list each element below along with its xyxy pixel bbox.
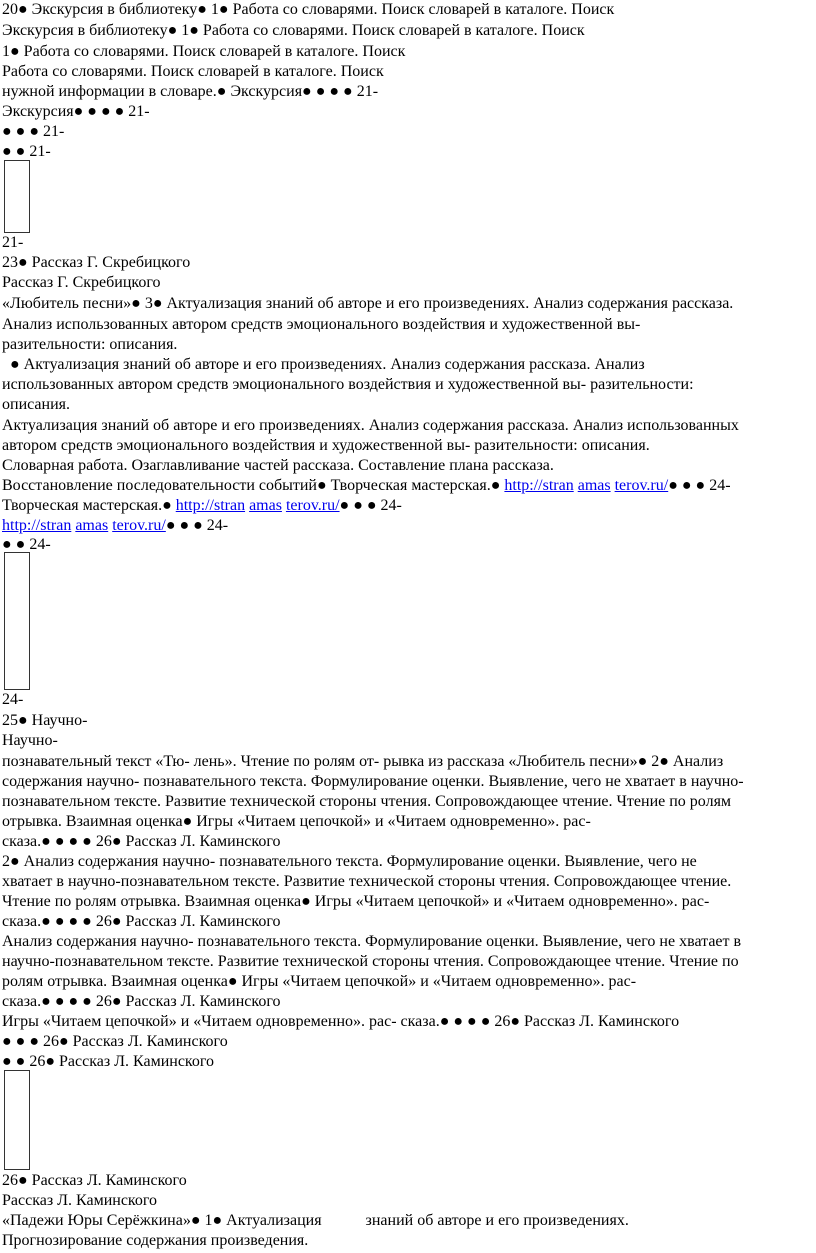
text-segment: «Падежи Юры Серёжкина»● 1● Актуализация bbox=[2, 1212, 322, 1229]
text-line: Прогнозирование содержания произведения. bbox=[2, 1232, 309, 1249]
text-line: ● ● ● 26● Рассказ Л. Каминского bbox=[2, 1033, 228, 1050]
text-line: ролям отрывка. Взаимная оценка● Игры «Читаем цепочкой» и «Читаем одновременно». рас- bbox=[2, 973, 637, 990]
text-line: сказа.● ● ● ● 26● Рассказ Л. Каминского bbox=[2, 913, 281, 930]
text-line: Анализ использованных автором средств эмоционального воздействия и художественной вы- bbox=[2, 316, 641, 333]
text-line: ● ● 21- bbox=[2, 143, 51, 160]
text-line: Экскурсия в библиотеку● 1● Работа со словарями. Поиск словарей в каталоге. Поиск bbox=[2, 22, 585, 39]
text-line: использованных автором средств эмоционального воздействия и художественной вы- разительности: bbox=[2, 376, 694, 393]
text-line: сказа.● ● ● ● 26● Рассказ Л. Каминского bbox=[2, 993, 281, 1010]
text-line: Рассказ Г. Скребицкого bbox=[2, 274, 161, 291]
text-segment: знаний об авторе и его произведениях. bbox=[365, 1212, 629, 1229]
text-line: 2● Анализ содержания научно- познавательного текста. Формулирование оценки. Выявление, чего не bbox=[2, 853, 697, 870]
empty-box bbox=[4, 552, 30, 690]
text-segment: ● ● ● 24- bbox=[339, 497, 402, 514]
text-line: 24- bbox=[2, 691, 24, 708]
text-line: Чтение по ролям отрывка. Взаимная оценка● Игры «Читаем цепочкой» и «Читаем одновременно». рас- bbox=[2, 893, 710, 910]
text-line: ● ● 24- bbox=[2, 536, 51, 553]
text-line: 23● Рассказ Г. Скребицкого bbox=[2, 254, 191, 271]
text-line: научно-познавательном тексте. Развитие технической стороны чтения. Сопровождающее чтение. Чтение по bbox=[2, 953, 739, 970]
text-segment: ● ● ● 24- bbox=[668, 477, 731, 494]
text-line: 21- bbox=[2, 234, 24, 251]
link-stran[interactable]: http://stran bbox=[2, 517, 72, 534]
text-line: Анализ содержания научно- познавательного текста. Формулирование оценки. Выявление, чего не хватает в bbox=[2, 933, 742, 950]
text-line: 25● Научно- bbox=[2, 712, 88, 729]
link-amas[interactable]: amas bbox=[249, 497, 282, 514]
text-line: Работа со словарями. Поиск словарей в каталоге. Поиск bbox=[2, 63, 384, 80]
text-line: Актуализация знаний об авторе и его произведениях. Анализ содержания рассказа. Анализ использованных bbox=[2, 417, 739, 434]
link-stran[interactable]: http://stran bbox=[504, 477, 574, 494]
text-line: Словарная работа. Озаглавливание частей рассказа. Составление плана рассказа. bbox=[2, 457, 554, 474]
text-line: описания. bbox=[2, 396, 71, 413]
text-line: автором средств эмоционального воздействия и художественной вы- разительности: описания. bbox=[2, 437, 650, 454]
text-line: Игры «Читаем цепочкой» и «Читаем одновременно». рас- сказа.● ● ● ● 26● Рассказ Л. Каминского bbox=[2, 1013, 680, 1030]
link-terov[interactable]: terov.ru/ bbox=[285, 497, 340, 514]
text-line: Рассказ Л. Каминского bbox=[2, 1192, 158, 1209]
text-line: сказа.● ● ● ● 26● Рассказ Л. Каминского bbox=[2, 833, 281, 850]
text-line: ● ● 26● Рассказ Л. Каминского bbox=[2, 1053, 215, 1070]
text-line: отрывка. Взаимная оценка● Игры «Читаем цепочкой» и «Читаем одновременно». рас- bbox=[2, 813, 591, 830]
link-terov[interactable]: terov.ru/ bbox=[112, 517, 166, 534]
link-amas[interactable]: amas bbox=[75, 517, 109, 534]
text-line: ● ● ● 21- bbox=[2, 123, 65, 140]
link-terov[interactable]: terov.ru/ bbox=[614, 477, 669, 494]
text-line: «Любитель песни»● 3● Актуализация знаний об авторе и его произведениях. Анализ содержания рассказа. bbox=[2, 295, 734, 312]
empty-box bbox=[4, 1070, 30, 1170]
text-line: 1● Работа со словарями. Поиск словарей в каталоге. Поиск bbox=[2, 43, 406, 60]
split-line bbox=[2, 1211, 629, 1231]
text-segment: Творческая мастерская.● bbox=[2, 497, 176, 514]
link-line bbox=[2, 516, 228, 536]
link-stran[interactable]: http://stran bbox=[175, 497, 246, 514]
empty-box bbox=[4, 160, 30, 233]
link-line bbox=[2, 476, 731, 496]
text-line: 20● Экскурсия в библиотеку● 1● Работа со словарями. Поиск словарей в каталоге. Поиск bbox=[2, 1, 615, 18]
link-amas[interactable]: amas bbox=[577, 477, 611, 494]
text-line: Экскурсия● ● ● ● 21- bbox=[2, 103, 150, 120]
text-line: хватает в научно-познавательном тексте. Развитие технической стороны чтения. Сопровождающее чтение. bbox=[2, 873, 732, 890]
link-line bbox=[2, 496, 402, 516]
text-line: разительности: описания. bbox=[2, 336, 178, 353]
text-segment: ● ● ● 24- bbox=[165, 517, 229, 534]
text-line: содержания научно- познавательного текста. Формулирование оценки. Выявление, чего не хватает в научно- bbox=[2, 773, 744, 790]
text-line: Научно- bbox=[2, 732, 58, 749]
text-line: 26● Рассказ Л. Каминского bbox=[2, 1172, 187, 1189]
text-line: ● Актуализация знаний об авторе и его произведениях. Анализ содержания рассказа. Анализ bbox=[2, 356, 645, 373]
text-line: познавательный текст «Тю- лень». Чтение по ролям от- рывка из рассказа «Любитель песни»● 2● Анализ bbox=[2, 753, 724, 770]
text-line: познавательном тексте. Развитие технической стороны чтения. Сопровождающее чтение. Чтение по ролям bbox=[2, 793, 732, 810]
text-line: нужной информации в словаре.● Экскурсия● ● ● ● 21- bbox=[2, 83, 379, 100]
text-segment: Восстановление последовательности событий● Творческая мастерская.● bbox=[2, 477, 505, 494]
